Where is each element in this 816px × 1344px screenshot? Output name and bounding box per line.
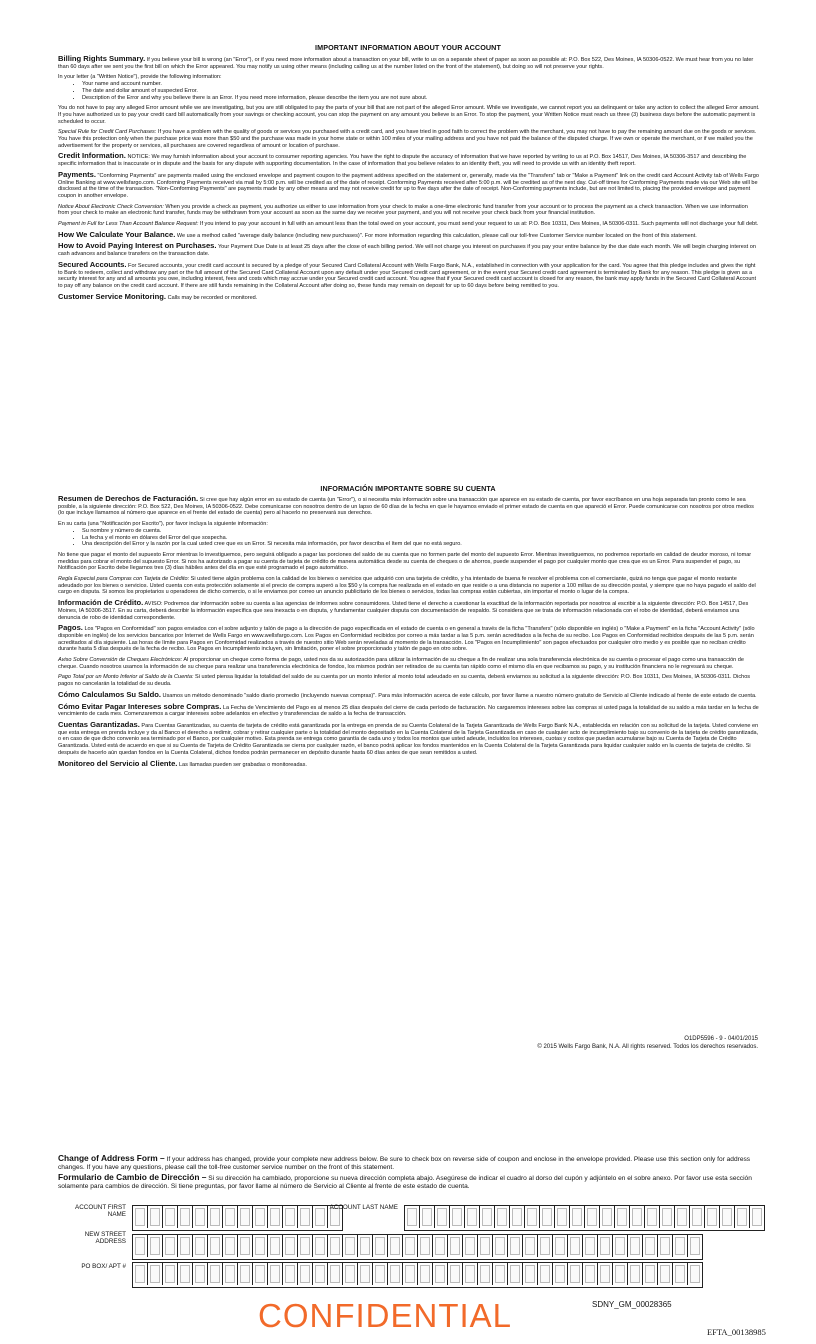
character-box[interactable] xyxy=(283,1235,298,1257)
character-box[interactable] xyxy=(688,1235,702,1257)
character-box[interactable] xyxy=(478,1235,493,1257)
character-box[interactable] xyxy=(133,1235,148,1257)
character-box[interactable] xyxy=(658,1263,673,1285)
character-box[interactable] xyxy=(253,1263,268,1285)
character-box[interactable] xyxy=(373,1235,388,1257)
first-name-label: ACCOUNT FIRST NAME xyxy=(75,1204,126,1219)
character-box[interactable] xyxy=(570,1206,585,1228)
character-box[interactable] xyxy=(705,1206,720,1228)
character-box[interactable] xyxy=(253,1206,268,1228)
character-box[interactable] xyxy=(508,1235,523,1257)
english-title: IMPORTANT INFORMATION ABOUT YOUR ACCOUNT xyxy=(315,43,501,52)
character-box[interactable] xyxy=(358,1235,373,1257)
character-box[interactable] xyxy=(388,1263,403,1285)
character-box[interactable] xyxy=(433,1235,448,1257)
character-box[interactable] xyxy=(208,1263,223,1285)
character-box[interactable] xyxy=(313,1206,328,1228)
avoid-interest-es: Cómo Evitar Pagar Intereses sobre Compras. La Fecha de Vencimiento del Pago es al menos 25 días después del cierre de cada período de facturación. No cargaremos intereses sobre las compras si usted paga la totalidad de su saldo a más tardar en la fecha de vencimiento de cada mes. Comenzaremos a cargar intereses sobre adelantos en efectivo y transferencias de saldo a la fecha de transacción. xyxy=(58,701,759,718)
last-name-field[interactable] xyxy=(404,1205,765,1231)
list-item: • La fecha y el monto en dólares del Error del que sospecha. xyxy=(82,535,760,542)
special-rule-es: Regla Especial para Compras con Tarjeta de Crédito: Si usted tiene algún problema con la calidad de los bienes o servicios que adquirió con una tarjeta de crédito, y ha intentado de buena fe resolver el problema con el comerciante, quizá no tenga que pagar el monto restante adeudado por los bienes o servicios. Usted cuenta con esta protección solamente si el precio de compra superó a los $50 y la compra fue realizada en el estado en que reside o a una distancia no superior a 100 millas de su dirección postal, y siempre que no haya pagado el saldo del cargo en disputa. Si somos los propietarios u operadores de dicho comercio, o si le enviamos por correo un anuncio publicitario de los bienes o servicios, todas las compras están cubiertas, sin importar el monto o lugar de la compra. xyxy=(58,576,756,596)
balance-calculation-es: Cómo Calculamos Su Saldo. Usamos un método denominado "saldo diario promedio (incluyendo nuevas compras)". Para más información acerca de este cálculo, por favor llame a nuestro número gratuito de Servicio al Cliente indicado al frente de este estado de cuenta. xyxy=(58,689,757,699)
character-box[interactable] xyxy=(675,1206,690,1228)
character-box[interactable] xyxy=(735,1206,750,1228)
character-box[interactable] xyxy=(253,1235,268,1257)
po-box-label: PO BOX/ APT # xyxy=(81,1263,126,1270)
character-box[interactable] xyxy=(208,1235,223,1257)
letter-intro-es: En su carta (una "Notificación por Escrito"), por favor incluya la siguiente información: xyxy=(58,521,268,528)
character-box[interactable] xyxy=(553,1235,568,1257)
character-box[interactable] xyxy=(208,1206,223,1228)
character-box[interactable] xyxy=(508,1263,523,1285)
list-item: • Una descripción del Error y la razón por la cual usted cree que es un Error. Si necesita más información, por favor describa el ítem del que no está seguro. xyxy=(82,541,760,548)
character-box[interactable] xyxy=(433,1263,448,1285)
list-item: • Your name and account number. xyxy=(82,81,760,88)
character-box[interactable] xyxy=(568,1235,583,1257)
character-box[interactable] xyxy=(448,1235,463,1257)
character-box[interactable] xyxy=(403,1263,418,1285)
character-box[interactable] xyxy=(403,1235,418,1257)
character-box[interactable] xyxy=(463,1263,478,1285)
character-box[interactable] xyxy=(540,1206,555,1228)
character-box[interactable] xyxy=(298,1206,313,1228)
efta-stamp: EFTA_00138985 xyxy=(707,1327,766,1337)
form-code: O1DP5596 - 9 - 04/01/2015 xyxy=(684,1036,758,1042)
list-item: • Description of the Error and why you believe there is an Error. If you need more information, please describe the item you are not sure about. xyxy=(82,95,760,102)
full-payment: Payment in Full for Less Than Account Balance Request: If you intend to pay your account in full with an amount less than the total owed on your account, you must send your request to us at: P.O. Box 10311, Des Moines, IA 50306-0311. Such payments will not discharge your full debt. xyxy=(58,221,759,228)
character-box[interactable] xyxy=(568,1263,583,1285)
character-box[interactable] xyxy=(193,1206,208,1228)
character-box[interactable] xyxy=(450,1206,465,1228)
special-rule: Special Rule for Credit Card Purchases: If you have a problem with the quality of goods or services you purchased with a credit card, and you have tried in good faith to correct the problem with the merchant, you may not have to pay the remaining amount due on the goods or services. You have this protection only when the purchase price was more than $50 and the purchase was made in your home state or within 100 miles of your mailing address and you have not paid the balance of the disputed charge. If we own or operate the merchant, or if we mailed you the advertisement for the property or services, all purchases are covered regardless of amount or location of purchase. xyxy=(58,129,757,149)
character-box[interactable] xyxy=(313,1263,328,1285)
character-box[interactable] xyxy=(600,1206,615,1228)
character-box[interactable] xyxy=(238,1263,253,1285)
spanish-body xyxy=(58,496,760,772)
character-box[interactable] xyxy=(525,1206,540,1228)
character-box[interactable] xyxy=(313,1235,328,1257)
character-box[interactable] xyxy=(538,1235,553,1257)
change-of-address-intro: Change of Address Form – If your address has changed, provide your complete new address below. Be sure to check box on reverse side of coupon and enclose in the envelope provided. Please use this section only for address changes. If you have any questions, please call the toll-free customer service number on the front of this statement. Formulario de Cambio de Dirección – Si su dirección ha cambiado, proporcione su nueva dirección completa abajo. Asegúrese de indicar el cuadro al dorso del cupón y adjúntelo en el sobre anexo. Por favor use esta sección solamente para cambios de dirección. Si tiene preguntas, por favor llame al número de Servicio al Cliente al frente de este estado de cuenta. xyxy=(58,1153,752,1191)
street-address-field[interactable] xyxy=(132,1234,703,1260)
character-box[interactable] xyxy=(658,1235,673,1257)
english-body xyxy=(58,56,760,305)
copyright: © 2015 Wells Fargo Bank, N.A. All rights reserved. Todos los derechos reservados. xyxy=(537,1044,758,1050)
character-box[interactable] xyxy=(238,1206,253,1228)
character-box[interactable] xyxy=(523,1263,538,1285)
character-box[interactable] xyxy=(283,1206,298,1228)
character-box[interactable] xyxy=(478,1263,493,1285)
credit-information-es: Información de Crédito. AVISO: Podremos dar información sobre su cuenta a las agencias de informes sobre consumidores. Usted tiene el derecho a cuestionar la exactitud de la información reportada por nosotros al escribir a la siguiente dirección: P.O. Box 14517, Des Moines, IA 50306-3517. En su carta, deberá describir la información específica que sea inexacta o en disputa, y fundamentar cualquier disputa con documentación de respaldo. Si considera que se trata de información relacionada con el robo de identidad, deberá enviarnos una denuncia de robo de identidad correspondiente. xyxy=(58,598,749,621)
character-box[interactable] xyxy=(538,1263,553,1285)
payments-es: Pagos. Los "Pagos en Conformidad" son pagos enviados con el sobre adjunto y talón de pago a la dirección de pago especificada en el estado de cuenta o en general a través de la ficha "Transfers" (sólo disponible en inglés) o "Make a Payment" en la ficha "Account Activity" (sólo disponible en inglés) de los servicios bancarios por Internet de Wells Fargo en www.wellsfargo.com. Los Pagos en Conformidad recibidos por correo a más tardar a las 5 p.m. serán acreditados a la fecha de su recibo. Los Pagos en Conformidad recibidos después de las 5 p.m. serán acreditados al día siguiente. Las horas de límite para Pagos en Conformidad realizados a través de nuestro sitio Web serán reveladas al momento de la transacción. Los "Pagos en Incumplimiento" son pagos efectuados por cualquier otro medio y es posible que no reciban crédito durante hasta 5 días después de la fecha de recibo. Los Pagos en Incumplimiento incluyen, sin limitación, poner el sobre proporcionado y talón de pago en otro sobre. xyxy=(58,623,755,653)
billing-rights-es: Resumen de Derechos de Facturación. Si cree que hay algún error en su estado de cuenta (un "Error"), o si necesita más información sobre una transacción que aparece en su estado de cuenta, por favor escríbanos en una hoja separada tan pronto como le sea posible, a la siguiente dirección: P.O. Box 522, Des Moines, IA 50306-0522. Debe comunicarse con nosotros dentro de un lapso de 60 días de la fecha en que le hayamos enviado el primer estado de cuenta en que apareció el Error. Puede comunicarse con nosotros por otros medios (lo que incluye llamarnos al número que aparece en el frente del estado de cuenta) pero al hacerlo no preservará sus derechos. xyxy=(58,494,754,517)
no-pay-paragraph-es: No tiene que pagar el monto del supuesto Error mientras lo investiguemos, pero seguirá obligado a pagar las porciones del saldo de su cuenta que no formen parte del monto del supuesto Error. Mientras investiguemos, no podremos reportarlo en calidad de deudor moroso, ni tomar medidas para cobrar el monto del supuesto Error. Si nos ha autorizado a pagar su cuenta de tarjeta de crédito de manera automática desde su cuenta de cheques o de ahorros, puede suspender el pago por cualquier monto que crea que es un Error. Para suspender el pago, su Notificación por Escrito debe llegarnos tres (3) días hábiles antes del día en que esté programado el pago automático. xyxy=(58,551,752,572)
no-pay-paragraph: You do not have to pay any alleged Error amount while we are investigating, but you are still obligated to pay the parts of your bill that are not part of the alleged Error amount. While we investigate, we cannot report you as delinquent or take any action to collect the alleged Error amount. If you have authorized us to pay your credit card bill automatically from your savings or checking account, you can stop the payment on any amount you believe is an Error. To stop the payment, your Written Notice must reach us three (3) business days before the automatic payment is scheduled to occur. xyxy=(58,105,760,125)
list-item: • The date and dollar amount of suspected Error. xyxy=(82,88,760,95)
service-monitoring-es: Monitoreo del Servicio al Cliente. Las llamadas pueden ser grabadas o monitoreadas. xyxy=(58,758,307,768)
character-box[interactable] xyxy=(178,1263,193,1285)
character-box[interactable] xyxy=(553,1263,568,1285)
character-box[interactable] xyxy=(583,1263,598,1285)
character-box[interactable] xyxy=(495,1206,510,1228)
character-box[interactable] xyxy=(163,1235,178,1257)
po-box-field[interactable] xyxy=(132,1262,703,1288)
character-box[interactable] xyxy=(690,1206,705,1228)
avoid-interest: How to Avoid Paying Interest on Purchases. Your Payment Due Date is at least 25 days after the close of each billing period. We will not charge you interest on purchases if you pay your entire balance by the due date each month. We will begin charging interest on cash advances and balance transfers on the transaction date. xyxy=(58,241,756,258)
character-box[interactable] xyxy=(343,1263,358,1285)
character-box[interactable] xyxy=(420,1206,435,1228)
character-box[interactable] xyxy=(555,1206,570,1228)
character-box[interactable] xyxy=(373,1263,388,1285)
character-box[interactable] xyxy=(148,1235,163,1257)
billing-rights: Billing Rights Summary. If you believe your bill is wrong (an "Error"), or if you need more information about a transaction on your bill, write to us on a separate sheet of paper as soon as possible at: P.O. Box 522, Des Moines, IA 50306-0522. We must hear from you no later than 60 days after we sent you the first bill on which the Error appeared. You may notify us using other means (including calling us at the number listed on the front of the statement), but doing so will not preserve your rights. xyxy=(58,54,754,70)
first-name-field[interactable] xyxy=(132,1205,343,1231)
character-box[interactable] xyxy=(163,1263,178,1285)
sdny-stamp: SDNY_GM_00028365 xyxy=(592,1300,672,1309)
balance-calculation: How We Calculate Your Balance. We use a method called "average daily balance (including new purchases)". For more information regarding this calculation, please call our toll-free Customer Service number located on the front of this statement. xyxy=(58,229,697,239)
character-box[interactable] xyxy=(405,1206,420,1228)
character-box[interactable] xyxy=(613,1263,628,1285)
character-box[interactable] xyxy=(645,1206,660,1228)
credit-information: Credit Information. NOTICE: We may furnish information about your account to consumer reporting agencies. You have the right to dispute the accuracy of information that we have reported by writing to us at P.O. Box 14517, Des Moines, IA 50306-3517 and describing the specific information that is inaccurate or in dispute and the basis for any dispute with supporting documentation. In the case of information that you believe relates to an identity theft, you will need to provide us with an identity theft report. xyxy=(58,151,747,168)
spanish-title: INFORMACIÓN IMPORTANTE SOBRE SU CUENTA xyxy=(320,484,496,493)
character-box[interactable] xyxy=(585,1206,600,1228)
list-item: • Su nombre y número de cuenta. xyxy=(82,528,760,535)
confidential-stamp: CONFIDENTIAL xyxy=(258,1297,513,1334)
character-box[interactable] xyxy=(523,1235,538,1257)
character-box[interactable] xyxy=(673,1263,688,1285)
character-box[interactable] xyxy=(223,1263,238,1285)
character-box[interactable] xyxy=(193,1235,208,1257)
character-box[interactable] xyxy=(328,1235,343,1257)
character-box[interactable] xyxy=(583,1235,598,1257)
character-box[interactable] xyxy=(463,1235,478,1257)
last-name-label: ACCOUNT LAST NAME xyxy=(329,1204,398,1211)
character-box[interactable] xyxy=(298,1235,313,1257)
character-box[interactable] xyxy=(268,1263,283,1285)
character-box[interactable] xyxy=(268,1235,283,1257)
character-box[interactable] xyxy=(238,1235,253,1257)
character-box[interactable] xyxy=(223,1206,238,1228)
character-box[interactable] xyxy=(493,1235,508,1257)
payments: Payments. "Conforming Payments" are payments mailed using the enclosed envelope and payment coupon to the payment address specified on the statement or, generally, made via the "Transfers" tab or "Make a Payment" link on the credit card Account Activity tab of Wells Fargo Online Banking at www.wellsfargo.com. Conforming Payments received via mail by 5:00 p.m. will be credited as of the date of receipt. Conforming Payments received after 5:00 p.m. will be credited as of the next day. Cut-off times for Conforming Payments made via our Web site will be disclosed at the time of the transaction. "Non-Conforming Payments" are payments made by any other means and may not receive credit for up to five days after the date of receipt. Non-Conforming payments include, but are not limited to, placing the provided envelope and payment coupon in another envelope. xyxy=(58,169,759,199)
character-box[interactable] xyxy=(193,1263,208,1285)
character-box[interactable] xyxy=(615,1206,630,1228)
character-box[interactable] xyxy=(510,1206,525,1228)
character-box[interactable] xyxy=(448,1263,463,1285)
character-box[interactable] xyxy=(480,1206,495,1228)
character-box[interactable] xyxy=(465,1206,480,1228)
character-box[interactable] xyxy=(148,1206,163,1228)
character-box[interactable] xyxy=(628,1263,643,1285)
english-bullets xyxy=(58,81,760,101)
character-box[interactable] xyxy=(493,1263,508,1285)
echeck-notice: Notice About Electronic Check Conversion: When you provide a check as payment, you authorize us either to use information from your check to make a one-time electronic fund transfer from your account or to process the payment as a check transaction. When we use information from your check to make an electronic fund transfer, funds may be withdrawn from your account as soon as the same day we receive your payment, and you will not receive your check back from your financial institution. xyxy=(58,203,748,217)
secured-accounts: Secured Accounts. For Secured accounts, your credit card account is secured by a pledge of your Secured Card Collateral Account with Wells Fargo Bank, N.A., established in connection with your application for the card. You agree that this pledge includes and gives the right to Bank to redeem, collect and withdraw any part or the full amount of the Secured Card Collateral Account upon any default under your Secured credit card agreement, or in the event your Secured credit card agreement is terminated by Bank for any reason. This pledge is given as a security interest for any and all amounts you owe, including interest, fees and costs which may accrue under your Secured credit card account. You agree that if your Secured credit card account is closed for any reason, the bank may apply funds in the Secured Card Collateral Account to pay off any balance on the credit card account. If there are still funds remaining in the Collateral Account after doing so, these funds may remain on deposit for up to 60 days before being remitted to you. xyxy=(58,259,757,289)
street-address-label: NEW STREET ADDRESS xyxy=(84,1231,126,1246)
character-box[interactable] xyxy=(133,1206,148,1228)
character-box[interactable] xyxy=(133,1263,148,1285)
character-box[interactable] xyxy=(750,1206,764,1228)
character-box[interactable] xyxy=(343,1235,358,1257)
character-box[interactable] xyxy=(178,1235,193,1257)
character-box[interactable] xyxy=(163,1206,178,1228)
full-payment-es: Pago Total por un Monto Inferior al Saldo de la Cuenta: Si usted piensa liquidar la totalidad del saldo de su cuenta por un monto inferior al monto total adeudado en su cuenta, deberá enviarnos su solicitud a la siguiente dirección: P.O. Box 10311, Des Moines, IA 50306-0311. Dichos pagos no cancelarán la totalidad de su deuda. xyxy=(58,674,751,688)
character-box[interactable] xyxy=(418,1235,433,1257)
character-box[interactable] xyxy=(613,1235,628,1257)
character-box[interactable] xyxy=(643,1263,658,1285)
secured-accounts-es: Cuentas Garantizadas. Para Cuentas Garantizadas, su cuenta de tarjeta de crédito está garantizada por la entrega en prenda de su Cuenta Colateral de la Tarjeta Garantizada de Wells Fargo Bank N.A., establecida en relación con su solicitud de la tarjeta. Usted conviene en que esta entrega en prenda incluye y da al Banco el derecho a redimir, cobrar y retirar cualquier parte o la totalidad del monto depositado en la Cuenta Colateral de la Tarjeta Garantizada en caso de cualquier acto de incumplimiento bajo su convenio de la tarjeta de crédito garantizada, o en caso de que dicho convenio sea terminado por el Banco, por cualquier motivo. Esta prenda se entrega como garantía de cada uno y todos los montos que usted adeude, incluidos los intereses, cuotas y costos que puedan acumularse bajo su Cuenta de Tarjeta de Crédito Garantizada. Usted está de acuerdo en que si su Cuenta de Tarjeta de Crédito Garantizada se cierra por cualquier razón, el banco podrá aplicar los fondos mantenidos en la Cuenta Colateral de la Tarjeta Garantizada para liquidar cualquier saldo en la cuenta de tarjeta de crédito. Si después de hacerlo aún quedan fondos en la Cuenta Colateral, dichos fondos podrán permanecer en depósito durante hasta 60 días antes de que sean remitidos a usted. xyxy=(58,719,759,756)
character-box[interactable] xyxy=(358,1263,373,1285)
character-box[interactable] xyxy=(660,1206,675,1228)
character-box[interactable] xyxy=(688,1263,702,1285)
character-box[interactable] xyxy=(298,1263,313,1285)
letter-intro: In your letter (a "Written Notice"), provide the following information: xyxy=(58,74,222,81)
character-box[interactable] xyxy=(598,1263,613,1285)
character-box[interactable] xyxy=(720,1206,735,1228)
character-box[interactable] xyxy=(598,1235,613,1257)
spanish-bullets xyxy=(58,528,760,548)
character-box[interactable] xyxy=(388,1235,403,1257)
character-box[interactable] xyxy=(268,1206,283,1228)
character-box[interactable] xyxy=(328,1263,343,1285)
character-box[interactable] xyxy=(630,1206,645,1228)
character-box[interactable] xyxy=(643,1235,658,1257)
character-box[interactable] xyxy=(435,1206,450,1228)
service-monitoring: Customer Service Monitoring. Calls may be recorded or monitored. xyxy=(58,291,258,301)
form-footer xyxy=(537,1035,758,1051)
character-box[interactable] xyxy=(418,1263,433,1285)
character-box[interactable] xyxy=(628,1235,643,1257)
character-box[interactable] xyxy=(223,1235,238,1257)
character-box[interactable] xyxy=(148,1263,163,1285)
character-box[interactable] xyxy=(673,1235,688,1257)
echeck-notice-es: Aviso Sobre Conversión de Cheques Electrónicos: Al proporcionar un cheque como forma de pago, usted nos da su autorización para utilizar la información de su cheque a fin de realizar una sola transferencia electrónica de su cuenta o procesar el pago como una transacción de cheque. Cuando nosotros usamos la información de su cheque para realizar una transferencia electrónica de fondos, los mismos podrán ser retirados de su cuenta tan rápido como el mismo día en que recibamos su pago, y su institución financiera no le regresará su cheque. xyxy=(58,657,744,670)
character-box[interactable] xyxy=(178,1206,193,1228)
character-box[interactable] xyxy=(283,1263,298,1285)
